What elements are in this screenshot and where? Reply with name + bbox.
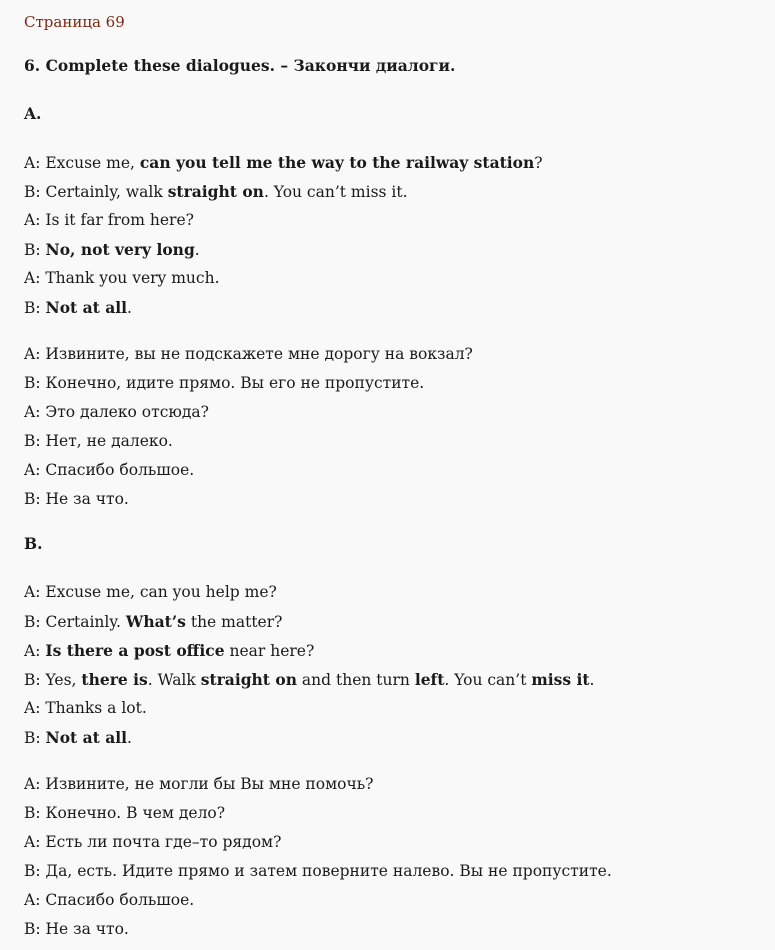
line-text: A: Есть ли почта где–то рядом? xyxy=(24,833,282,851)
answer-text: Not at all xyxy=(45,298,128,317)
answer-text: there is xyxy=(81,670,148,689)
line-text: B: xyxy=(24,729,46,747)
line-text: . Walk xyxy=(147,671,201,689)
dialogue-line xyxy=(24,235,775,264)
answer-text: miss it xyxy=(531,670,590,689)
dialogue-line xyxy=(24,828,775,857)
dialogue-line xyxy=(24,340,775,369)
dialogue-line xyxy=(24,206,775,235)
line-text: near here? xyxy=(224,642,315,660)
line-text: . You can’t xyxy=(444,671,532,689)
dialogue-line xyxy=(24,264,775,293)
line-text: A: Спасибо большое. xyxy=(24,891,195,909)
dialogue-line xyxy=(24,148,775,177)
line-text: B: xyxy=(24,299,46,317)
dialogue-line xyxy=(24,398,775,427)
dialogue-line xyxy=(24,607,775,636)
dialogue-line xyxy=(24,915,775,944)
answer-text: No, not very long xyxy=(45,240,195,259)
dialogue-russian xyxy=(24,770,775,944)
line-text: . You can’t miss it. xyxy=(263,183,408,201)
dialogue-line xyxy=(24,369,775,398)
line-text: . xyxy=(127,729,132,747)
line-text: A: Извините, вы не подскажете мне дорогу на вокзал? xyxy=(24,345,473,363)
dialogue-line xyxy=(24,665,775,694)
line-text: A: xyxy=(24,642,46,660)
line-text: B: Не за что. xyxy=(24,920,129,938)
dialogue-line xyxy=(24,427,775,456)
answer-text: straight on xyxy=(167,182,264,201)
line-text: and then turn xyxy=(296,671,415,689)
section-heading: B. xyxy=(24,534,43,553)
dialogue-line xyxy=(24,857,775,886)
dialogue-line xyxy=(24,636,775,665)
line-text: B: Конечно, идите прямо. Вы его не пропустите. xyxy=(24,374,425,392)
line-text: B: xyxy=(24,241,46,259)
line-text: . xyxy=(194,241,200,259)
line-text: B: Конечно. В чем дело? xyxy=(24,804,226,822)
line-text: B: Нет, не далеко. xyxy=(24,432,173,450)
dialogue-line xyxy=(24,578,775,607)
line-text: . xyxy=(589,671,595,689)
line-text: B: Не за что. xyxy=(24,490,129,508)
answer-text: left xyxy=(414,670,445,689)
line-text: A: Thanks a lot. xyxy=(24,699,147,717)
line-text: A: Извините, не могли бы Вы мне помочь? xyxy=(24,775,374,793)
answer-text: Not at all xyxy=(45,728,128,747)
dialogue-line xyxy=(24,723,775,752)
answer-text: Is there a post office xyxy=(45,641,225,660)
section-a xyxy=(24,102,775,514)
answer-text: What’s xyxy=(125,612,186,631)
line-text: A: Is it far from here? xyxy=(24,211,194,229)
line-text: B: Certainly, walk xyxy=(24,183,168,201)
section-b xyxy=(24,532,775,944)
line-text: A: Excuse me, xyxy=(24,154,140,172)
line-text: A: Спасибо большое. xyxy=(24,461,195,479)
dialogue-line xyxy=(24,293,775,322)
line-text: A: Excuse me, can you help me? xyxy=(24,583,277,601)
page-link[interactable]: Страница 69 xyxy=(24,13,125,31)
line-text: B: Certainly. xyxy=(24,613,126,631)
line-text: B: Да, есть. Идите прямо и затем поверните налево. Вы не пропустите. xyxy=(24,862,612,880)
dialogue-line xyxy=(24,770,775,799)
dialogue-english xyxy=(24,578,775,752)
dialogue-line xyxy=(24,799,775,828)
section-heading: A. xyxy=(24,104,42,123)
task-title: 6. Complete these dialogues. – Закончи диалоги. xyxy=(24,56,456,75)
line-text: the matter? xyxy=(185,613,283,631)
line-text: A: Это далеко отсюда? xyxy=(24,403,209,421)
answer-text: can you tell me the way to the railway station xyxy=(139,153,535,172)
dialogue-line xyxy=(24,456,775,485)
line-text: . xyxy=(127,299,132,317)
line-text: B: Yes, xyxy=(24,671,82,689)
dialogue-line xyxy=(24,886,775,915)
dialogue-english xyxy=(24,148,775,322)
answer-text: straight on xyxy=(200,670,297,689)
dialogue-line xyxy=(24,694,775,723)
dialogue-line xyxy=(24,485,775,514)
dialogue-line xyxy=(24,177,775,206)
line-text: A: Thank you very much. xyxy=(24,269,220,287)
line-text: ? xyxy=(534,154,543,172)
dialogue-russian xyxy=(24,340,775,514)
